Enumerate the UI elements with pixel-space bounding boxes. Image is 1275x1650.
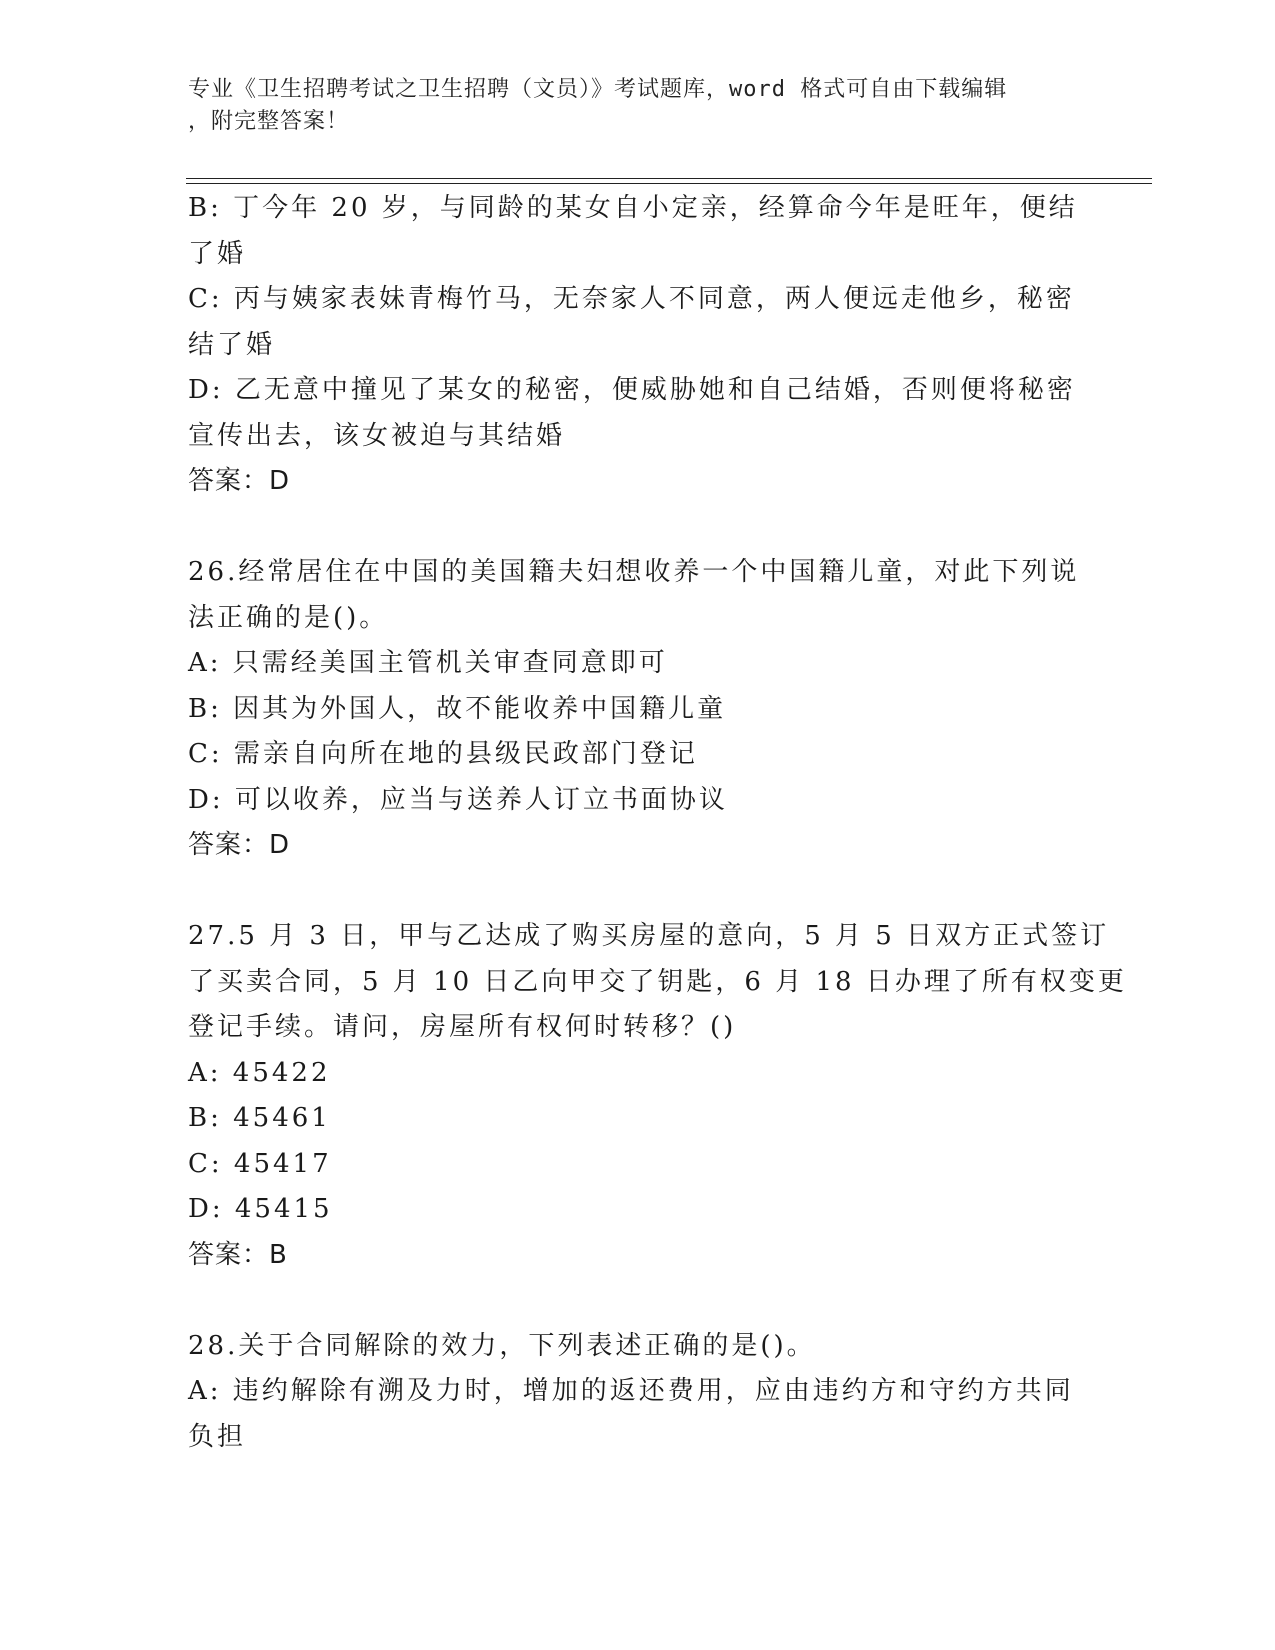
header-line-1: 专业《卫生招聘考试之卫生招聘（文员）》考试题库，word 格式可自由下载编辑 <box>188 77 1008 102</box>
answer-line: 答案：D <box>188 830 291 860</box>
question-25 <box>188 186 1088 505</box>
option-b: B: 45461 <box>188 1103 331 1133</box>
option-d-line-2: 宣传出去，该女被迫与其结婚 <box>188 420 566 451</box>
option-a-line-1: A: 违约解除有溯及力时，增加的返还费用，应由违约方和守约方共同 <box>188 1376 1074 1406</box>
option-b-line-2: 了婚 <box>188 238 247 269</box>
answer-line: 答案：B <box>188 1239 288 1270</box>
question-spacer <box>188 1278 1088 1324</box>
question-stem-line-1: 26.经常居住在中国的美国籍夫妇想收养一个中国籍儿童，对此下列说 <box>188 557 1080 587</box>
option-d-line-1: D: 乙无意中撞见了某女的秘密，便威胁她和自己结婚，否则便将秘密 <box>188 375 1076 405</box>
option-b-line-1: B: 丁今年 20 岁，与同龄的某女自小定亲，经算命今年是旺年，便结 <box>188 193 1078 223</box>
question-28 <box>188 1324 1088 1461</box>
option-c: C: 45417 <box>188 1148 332 1179</box>
question-stem-line-2: 了买卖合同，5 月 10 日乙向甲交了钥匙，6 月 18 日办理了所有权变更 <box>188 966 1127 997</box>
option-d: D: 可以收养，应当与送养人订立书面协议 <box>188 784 728 815</box>
question-list <box>188 186 1127 1460</box>
question-stem-line-2: 法正确的是()。 <box>188 602 389 633</box>
option-a: A: 45422 <box>188 1057 331 1088</box>
option-b: B: 因其为外国人，故不能收养中国籍儿童 <box>188 693 727 724</box>
page-header <box>188 74 1068 138</box>
header-divider-top <box>186 178 1152 179</box>
option-c-line-1: C: 丙与姨家表妹青梅竹马，无奈家人不同意，两人便远走他乡，秘密 <box>188 284 1075 314</box>
option-d: D: 45415 <box>188 1194 333 1224</box>
option-a-line-2: 负担 <box>188 1421 247 1452</box>
question-27 <box>188 914 1127 1278</box>
question-stem-line-1: 28.关于合同解除的效力，下列表述正确的是()。 <box>188 1330 816 1361</box>
question-spacer <box>188 869 1088 915</box>
answer-line: 答案：D <box>188 466 291 496</box>
question-26 <box>188 550 1088 869</box>
option-a: A: 只需经美国主管机关审查同意即可 <box>188 648 668 678</box>
question-spacer <box>188 505 1088 551</box>
question-stem-line-1: 27.5 月 3 日，甲与乙达成了购买房屋的意向，5 月 5 日双方正式签订 <box>188 921 1110 951</box>
header-divider-bottom <box>186 183 1152 184</box>
option-c: C: 需亲自向所在地的县级民政部门登记 <box>188 739 698 769</box>
question-stem-line-3: 登记手续。请问，房屋所有权何时转移？() <box>188 1012 737 1042</box>
header-line-2: ，附完整答案！ <box>188 109 350 134</box>
option-c-line-2: 结了婚 <box>188 329 276 360</box>
